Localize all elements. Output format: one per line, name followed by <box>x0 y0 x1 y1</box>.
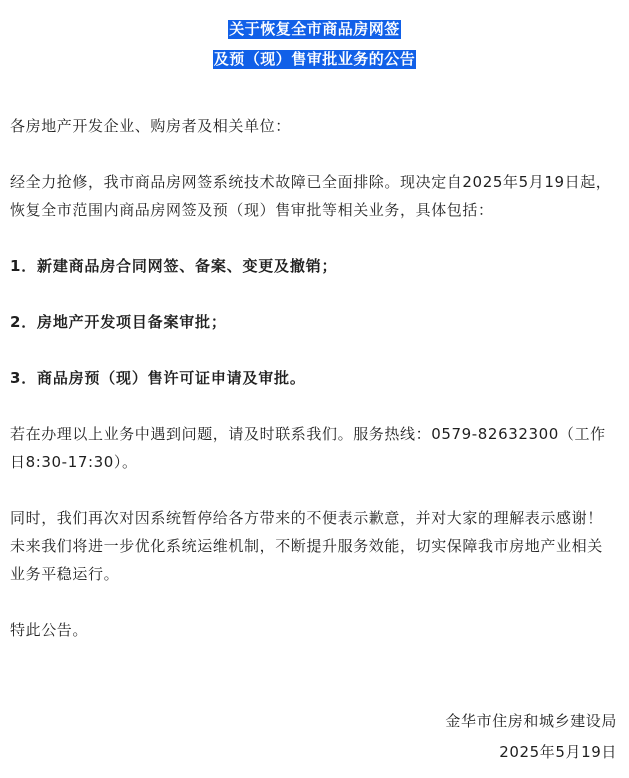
intro-paragraph: 经全力抢修，我市商品房网签系统技术故障已全面排除。现决定自2025年5月19日起，恢复全市范围内商品房网签及预（现）售审批等相关业务，具体包括： <box>10 173 612 219</box>
closing-line: 特此公告。 <box>10 621 89 639</box>
title-line-2: 及预（现）售审批业务的公告 <box>213 50 416 68</box>
apology-paragraph: 同时，我们再次对因系统暂停给各方带来的不便表示歉意，并对大家的理解表示感谢！未来我们将进一步优化系统运维机制，不断提升服务效能，切实保障我市房地产业相关业务平稳运行。 <box>10 509 603 583</box>
list-item: 1．新建商品房合同网签、备案、变更及撤销； <box>10 257 338 275</box>
list-item: 3．商品房预（现）售许可证申请及审批。 <box>10 369 306 387</box>
signature-org: 金华市住房和城乡建设局 <box>445 712 617 730</box>
salutation: 各房地产开发企业、购房者及相关单位： <box>10 117 291 135</box>
notice-body <box>10 112 618 672</box>
signature-date: 2025年5月19日 <box>499 743 617 761</box>
signature-block <box>445 706 617 768</box>
list-item: 2．房地产开发项目备案审批； <box>10 313 227 331</box>
title-line-1: 关于恢复全市商品房网签 <box>229 20 400 38</box>
contact-paragraph: 若在办理以上业务中遇到问题，请及时联系我们。服务热线：0579-82632300（工作日8:30-17:30）。 <box>10 425 606 471</box>
